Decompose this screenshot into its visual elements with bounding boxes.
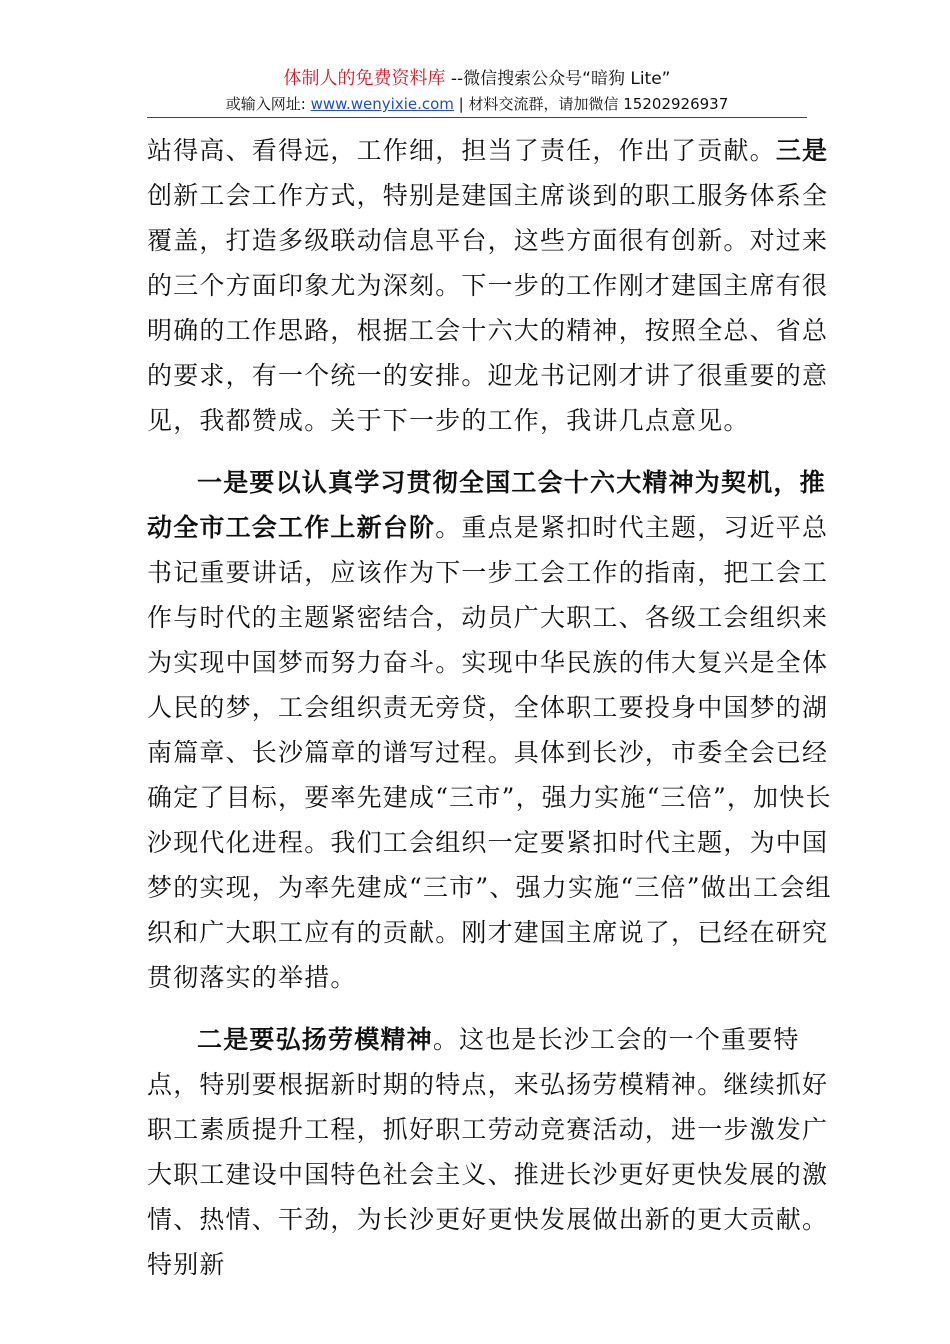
header-contact-line: [147, 93, 807, 115]
document-body: [147, 128, 837, 1287]
website-link[interactable]: www.wenyixie.com: [310, 95, 454, 113]
paragraph-lead: 二是要弘扬劳模精神: [197, 1025, 433, 1054]
paragraph-3: [147, 1017, 837, 1287]
paragraph-intro: 站得高、看得远，工作细，担当了责任，作出了贡献。: [147, 136, 776, 165]
brand-name: 体制人的免费资料库: [283, 68, 446, 89]
contact-suffix: | 材料交流群，请加微信 15202926937: [453, 95, 729, 113]
paragraph-lead: 三是: [775, 136, 829, 165]
promo-text: --微信搜索公众号“暗狗 Lite”: [445, 69, 671, 89]
url-prefix: 或输入网址:: [225, 95, 311, 113]
paragraph-lead: 一是要以认真学习贯彻全国工会十六大精神为契机，推动全市工会工作上新台阶: [147, 468, 826, 542]
paragraph-1: [147, 128, 837, 443]
header-promo-line: [147, 66, 807, 92]
paragraph-text: 创新工会工作方式，特别是建国主席谈到的职工服务体系全覆盖，打造多级联动信息平台，这些方面很有创新。对过来的三个方面印象尤为深刻。下一步的工作刚才建国主席有很明确的工作思路，根据工会十六大的精神，按照全总、省总的要求，有一个统一的安排。迎龙书记刚才讲了很重要的意见，我都赞成。关于下一步的工作，我讲几点意见。: [147, 181, 829, 435]
paragraph-text: 。重点是紧扣时代主题，习近平总书记重要讲话，应该作为下一步工会工作的指南，把工会工作与时代的主题紧密结合，动员广大职工、各级工会组织来为实现中国梦而努力奋斗。实现中华民族的伟大复兴是全体人民的梦，工会组织责无旁贷，全体职工要投身中国梦的湖南篇章、长沙篇章的谱写过程。具体到长沙，市委全会已经确定了目标，要率先建成“三市”，强力实施“三倍”，加快长沙现代化进程。我们工会组织一定要紧扣时代主题，为中国梦的实现，为率先建成“三市”、强力实施“三倍”做出工会组织和广大职工应有的贡献。刚才建国主席说了，已经在研究贯彻落实的举措。: [147, 513, 832, 992]
page-header: [147, 66, 807, 115]
paragraph-text: 。这也是长沙工会的一个重要特点，特别要根据新时期的特点，来弘扬劳模精神。继续抓好职工素质提升工程，抓好职工劳动竞赛活动，进一步激发广大职工建设中国特色社会主义、推进长沙更好更快发展的激情、热情、干劲，为长沙更好更快发展做出新的更大贡献。特别新: [147, 1025, 829, 1279]
header-divider: [147, 117, 807, 118]
paragraph-2: [147, 460, 837, 1000]
